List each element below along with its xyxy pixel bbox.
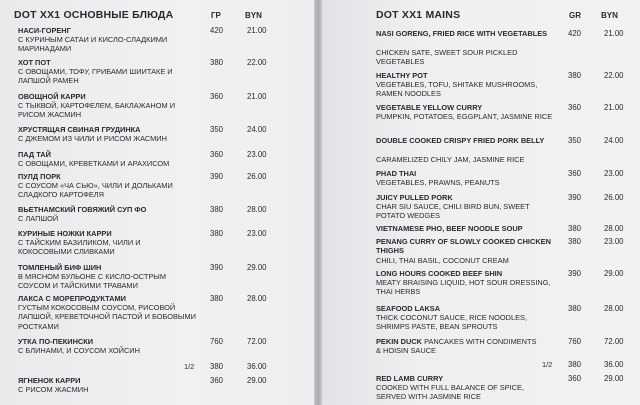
dish-description: С ОВОЩАМИ, КРЕВЕТКАМИ И АРАХИСОМ [18,159,170,168]
half-portion-label: 1/2 [184,362,195,371]
dish-price: 23.00 [247,229,267,238]
price-column-header: BYN [601,11,618,20]
dish-name: PEKIN DUCK [376,337,422,346]
dish-description-inline: PANCAKES WITH CONDIMENTS [424,337,537,346]
dish-price: 29.00 [604,269,624,278]
dish-price: 21.00 [604,103,624,112]
dish-description: CHICKEN SATE, SWEET SOUR PICKLED VEGETABLES [376,48,518,67]
dish-weight: 360 [568,374,582,383]
dish-name: JUICY PULLED PORK [376,193,453,202]
dish-weight: 380 [210,229,224,238]
dish-description: ГУСТЫМ КОКОСОВЫМ СОУСОМ, РИСОВОЙ ЛАПШОЙ, КРЕВЕТОЧНОЙ ПАСТОЙ И БОБОВЫМИ РОСТКАМИ [18,303,196,331]
dish-weight: 380 [210,362,224,371]
dish-price: 26.00 [247,172,267,181]
dish-description: В МЯСНОМ БУЛЬОНЕ С КИСЛО-ОСТРЫМ СОУСОМ И ТАЙСКИМИ ТРАВАМИ [18,272,166,291]
dish-price: 29.00 [247,376,267,385]
dish-weight: 420 [210,26,224,35]
dish-weight: 380 [568,71,582,80]
dish-price: 22.00 [604,71,624,80]
dish-weight: 390 [210,263,224,272]
dish-price: 72.00 [604,337,624,346]
weight-column-header: ГР [211,11,221,20]
dish-weight: 380 [568,237,582,246]
menu-page-english [322,0,640,405]
dish-description: С ТЫКВОЙ, КАРТОФЕЛЕМ, БАКЛАЖАНОМ И РИСОМ ЖАСМИН [18,101,176,120]
weight-column-header: GR [569,11,581,20]
dish-description: С ДЖЕМОМ ИЗ ЧИЛИ И РИСОМ ЖАСМИН [18,134,167,143]
dish-description: THICK COCONUT SAUCE, RICE NOODLES, SHRIMPS PASTE, BEAN SPROUTS [376,313,527,332]
dish-name: КУРИНЫЕ НОЖКИ КАРРИ [18,229,112,238]
dish-name: PHAD THAI [376,169,417,178]
dish-price: 26.00 [604,193,624,202]
dish-price: 29.00 [247,263,267,272]
dish-name: DOUBLE COOKED CRISPY FRIED PORK BELLY [376,136,545,145]
dish-name: ОВОЩНОЙ КАРРИ [18,92,86,101]
dish-name: ПАД ТАЙ [18,150,51,159]
dish-description: С ЛАПШОЙ [18,214,59,223]
menu-title: DOT XX1 MAINS [376,9,461,21]
dish-weight: 360 [210,92,224,101]
dish-price: 21.00 [247,92,267,101]
dish-weight: 760 [210,337,224,346]
dish-price: 23.00 [604,237,624,246]
dish-name: RED LAMB CURRY [376,374,444,383]
dish-name: VIETNAMESE PHO, BEEF NOODLE SOUP [376,224,523,233]
dish-weight: 760 [568,337,582,346]
dish-weight: 360 [568,169,582,178]
dish-name: SEAFOOD LAKSA [376,304,441,313]
dish-price: 24.00 [247,125,267,134]
dish-name: ХОТ ПОТ [18,58,51,67]
dish-description: С БЛИНАМИ, И СОУСОМ ХОЙСИН [18,346,140,355]
dish-price: 21.00 [604,29,624,38]
menu-page-russian [0,0,314,405]
dish-description: С ТАЙСКИМ БАЗИЛИКОМ, ЧИЛИ И КОКОСОВЫМИ СЛИВКАМИ [18,238,141,257]
dish-description: С СОУСОМ «ЧА СЬЮ», ЧИЛИ И ДОЛЬКАМИ СЛАДКОГО КАРТОФЕЛЯ [18,181,173,200]
dish-name: НАСИ-ГОРЕНГ [18,26,71,35]
price-column-header: BYN [245,11,262,20]
book-spine [314,0,322,405]
dish-weight: 420 [568,29,582,38]
dish-weight: 350 [210,125,224,134]
dish-price: 28.00 [247,205,267,214]
dish-name: ХРУСТЯЩАЯ СВИНАЯ ГРУДИНКА [18,125,141,134]
dish-description: С КУРИНЫМ САТАИ И КИСЛО-СЛАДКИМИ МАРИНАДАМИ [18,35,168,54]
dish-weight: 390 [568,193,582,202]
dish-weight: 360 [210,376,224,385]
dish-name: ТОМЛЕНЫЙ БИФ ШИН [18,263,102,272]
dish-price: 24.00 [604,136,624,145]
dish-price: 36.00 [604,360,624,369]
dish-description: VEGETABLES, TOFU, SHITAKE MUSHROOMS, RAMEN NOODLES [376,80,538,99]
dish-weight: 390 [568,269,582,278]
dish-description: CHILI, THAI BASIL, COCONUT CREAM [376,256,509,265]
dish-name: HEALTHY POT [376,71,428,80]
dish-name: ВЬЕТНАМСКИЙ ГОВЯЖИЙ СУП ФО [18,205,147,214]
dish-price: 23.00 [247,150,267,159]
dish-description: С РИСОМ ЖАСМИН [18,385,89,394]
dish-price: 22.00 [247,58,267,67]
dish-price: 21.00 [247,26,267,35]
dish-weight: 380 [210,294,224,303]
menu-header [322,9,640,23]
dish-price: 23.00 [604,169,624,178]
dish-weight: 360 [210,150,224,159]
dish-weight: 380 [210,58,224,67]
dish-price: 28.00 [247,294,267,303]
menu-header [0,9,314,23]
dish-weight: 380 [568,360,582,369]
dish-price: 28.00 [604,304,624,313]
dish-price: 29.00 [604,374,624,383]
dish-name: ПУЛД ПОРК [18,172,61,181]
dish-weight: 380 [210,205,224,214]
dish-name-line [376,337,554,346]
dish-weight: 380 [568,224,582,233]
menu-title: DOT XX1 ОСНОВНЫЕ БЛЮДА [14,9,174,21]
dish-description: PUMPKIN, POTATOES, EGGPLANT, JASMINE RICE [376,112,553,121]
dish-weight: 390 [210,172,224,181]
dish-description: COOKED WITH FULL BALANCE OF SPICE, SERVED WITH JASMINE RICE [376,383,524,402]
dish-price: 36.00 [247,362,267,371]
dish-description: С ОВОЩАМИ, ТОФУ, ГРИБАМИ ШИИТАКЕ И ЛАПШОЙ РАМЕН [18,67,173,86]
dish-weight: 350 [568,136,582,145]
dish-description: VEGETABLES, PRAWNS, PEANUTS [376,178,500,187]
dish-weight: 380 [568,304,582,313]
dish-weight: 360 [568,103,582,112]
dish-name: PENANG CURRY OF SLOWLY COOKED CHICKEN THIGHS [376,237,551,256]
dish-name: ЯГНЕНОК КАРРИ [18,376,81,385]
dish-name: NASI GORENG, FRIED RICE WITH VEGETABLES [376,29,548,38]
dish-price: 72.00 [247,337,267,346]
dish-description: & HOISIN SAUCE [376,346,436,355]
dish-price: 28.00 [604,224,624,233]
dish-name: ЛАКСА С МОРЕПРОДУКТАМИ [18,294,126,303]
dish-description: CHAR SIU SAUCE, CHILI BIRD BUN, SWEET POTATO WEDGES [376,202,530,221]
dish-name: УТКА ПО-ПЕКИНСКИ [18,337,94,346]
dish-name: LONG HOURS COOKED BEEF SHIN [376,269,503,278]
dish-description: CARAMELIZED CHILY JAM, JASMINE RICE [376,155,525,164]
dish-description: MEATY BRAISING LIQUID, HOT SOUR DRESSING, THAI HERBS [376,278,551,297]
dish-name: VEGETABLE YELLOW CURRY [376,103,483,112]
half-portion-label: 1/2 [542,360,553,369]
